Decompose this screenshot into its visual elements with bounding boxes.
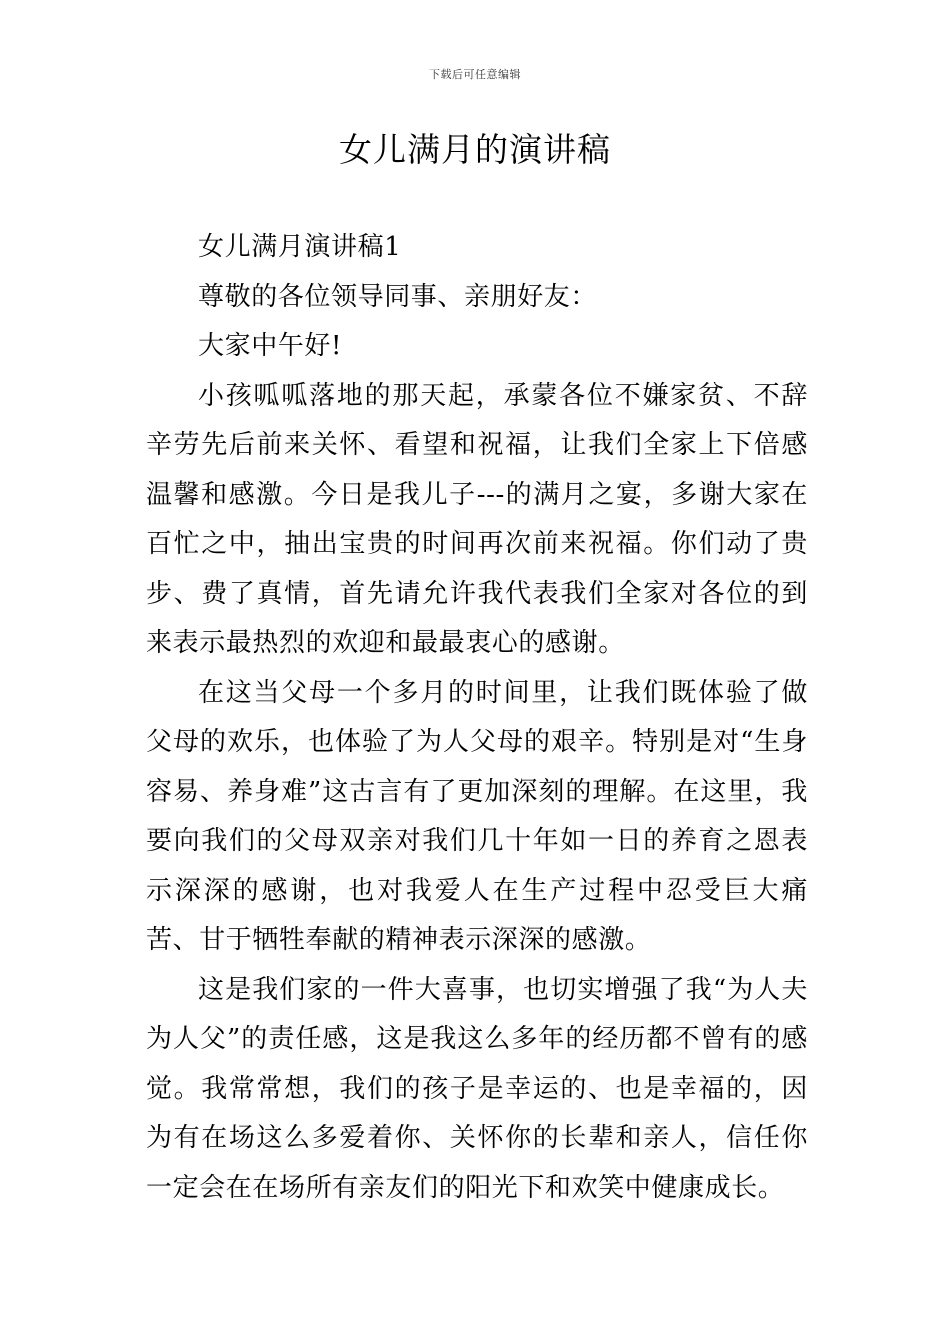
speech-body [146, 223, 808, 1213]
paragraph-1: 小孩呱呱落地的那天起，承蒙各位不嫌家贫、不辞辛劳先后前来关怀、看望和祝福，让我们全家上下倍感温馨和感激。今日是我儿子---的满月之宴，多谢大家在百忙之中，抽出宝贵的时间再次前来祝福。你们动了贵步、费了真情，首先请允许我代表我们全家对各位的到来表示最热烈的欢迎和最最衷心的感谢。 [146, 380, 808, 658]
greeting-line: 大家中午好! [198, 331, 343, 361]
page-title: 女儿满月的演讲稿 [339, 130, 611, 169]
paragraph-2: 在这当父母一个多月的时间里，让我们既体验了做父母的欢乐，也体验了为人父母的艰辛。特别是对“生身容易、养身难”这古言有了更加深刻的理解。在这里，我要向我们的父母双亲对我们几十年如一日的养育之恩表示深深的感谢，也对我爱人在生产过程中忍受巨大痛苦、甘于牺牲奉献的精神表示深深的感激。 [146, 677, 808, 955]
subtitle-line: 女儿满月演讲稿1 [198, 232, 402, 262]
header-note: 下载后可任意编辑 [429, 68, 521, 81]
paragraph-3: 这是我们家的一件大喜事，也切实增强了我“为人夫为人父”的责任感，这是我这么多年的经历都不曾有的感觉。我常常想，我们的孩子是幸运的、也是幸福的，因为有在场这么多爱着你、关怀你的长辈和亲人，信任你一定会在在场所有亲友们的阳光下和欢笑中健康成长。 [146, 974, 808, 1203]
salutation-line: 尊敬的各位领导同事、亲朋好友： [198, 281, 598, 312]
